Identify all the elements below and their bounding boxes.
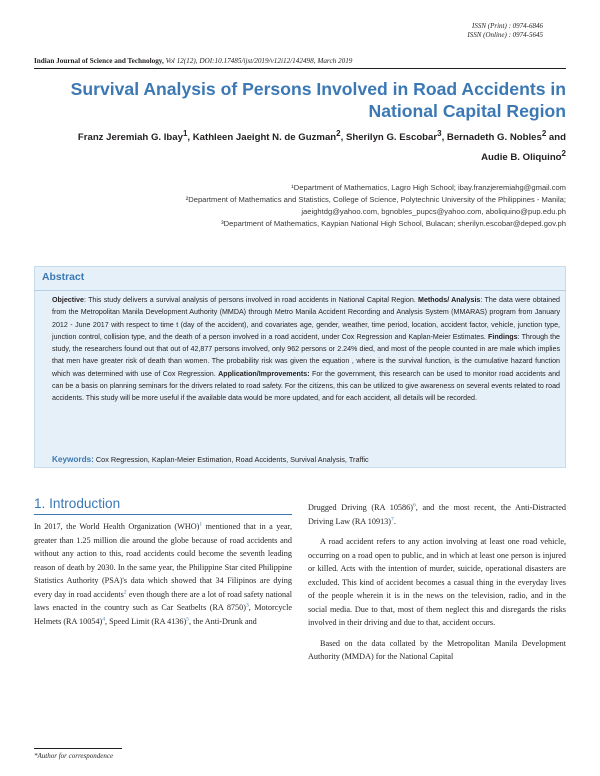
section-heading-rule bbox=[34, 514, 292, 515]
keywords-label: Keywords: bbox=[52, 455, 94, 464]
author-affiliation-mark: 1 bbox=[182, 129, 188, 138]
body-column-right bbox=[308, 501, 566, 664]
author-separator: and bbox=[546, 132, 566, 144]
author-name: Kathleen Jaeight N. de Guzman bbox=[192, 132, 337, 144]
body-paragraph bbox=[308, 501, 566, 528]
issn-print: ISSN (Print) : 0974-6846 bbox=[472, 22, 543, 30]
abstract-application-text: For the government, this research can be used to monitor road accidents and can be a basis on planning seminars for the drivers related to road safety. For the citizens, this can be utilized to give awareness on several events related to road accidents. This study will be more useful if the available data would be more updated, and for each accident, all details will be recorded. bbox=[52, 369, 560, 403]
affiliation-line: ¹Department of Mathematics, Lagro High School; ibay.franzjeremiahg@gmail.com bbox=[291, 183, 566, 192]
journal-citation bbox=[34, 57, 566, 66]
body-text: , and the most recent, the Anti-Distracted Driving Law (RA 10913) bbox=[308, 503, 566, 526]
abstract-label-methods: Methods/ Analysis bbox=[418, 296, 481, 304]
author-name: Sherilyn G. Escobar bbox=[345, 132, 438, 144]
author-affiliation-mark: 2 bbox=[541, 129, 547, 138]
paper-title: Survival Analysis of Persons Involved in Road Accidents in National Capital Region bbox=[70, 79, 566, 121]
citation-link[interactable]: 5 bbox=[186, 615, 190, 622]
abstract-label-objective: Objective bbox=[52, 296, 84, 304]
citation-link[interactable]: 4 bbox=[102, 615, 106, 622]
body-text: mentioned that in a year, greater than 1.25 million die around the globe because of road accidents and without any action to this, road accidents could become the seventh leading reason of death by 2030. In the same year, the Philippine Star cited Philippine Statistics Authority (PSA)'s data which showed that 34 Filipinos are dying every day in road accidents bbox=[34, 522, 293, 599]
keywords bbox=[52, 455, 560, 465]
abstract-label-application: Application/Improvements: bbox=[218, 369, 310, 378]
keywords-text: Cox Regression, Kaplan-Meier Estimation, Road Accidents, Survival Analysis, Traffic bbox=[93, 455, 369, 464]
author-list bbox=[60, 126, 566, 166]
body-text: Drugged Driving (RA 10586) bbox=[308, 503, 413, 512]
abstract-body bbox=[52, 294, 560, 405]
citation-link[interactable]: 6 bbox=[412, 502, 416, 509]
footnote-rule bbox=[34, 748, 122, 749]
body-text: even though there are a lot of road safety national laws enacted in the country such as Car Seatbelts (RA 8750) bbox=[34, 589, 293, 612]
journal-name: Indian Journal of Science and Technology, bbox=[34, 57, 164, 65]
abstract-divider bbox=[34, 290, 566, 291]
author-name: Audie B. Oliquino bbox=[481, 152, 562, 164]
author-name: Franz Jeremiah G. Ibay bbox=[77, 132, 183, 144]
abstract-objective-text: : This study delivers a survival analysis of persons involved in road accidents in National Capital Region. bbox=[83, 296, 419, 304]
affiliation-line: ³Department of Mathematics, Kaypian National High School, Bulacan; sherilyn.escobar@deped.gov.ph bbox=[221, 219, 566, 228]
citation-link[interactable]: 3 bbox=[245, 602, 249, 609]
affiliation-line: jaeightdg@yahoo.com, bgnobles_pupcs@yahoo.com, aboliquino@pup.edu.ph bbox=[301, 207, 566, 216]
body-paragraph bbox=[34, 520, 292, 628]
journal-volume-doi: Vol 12(12), DOI:10.17485/ijst/2019/v12i12/142498, March 2019 bbox=[165, 57, 353, 65]
body-text: , Motorcycle Helmets (RA 10054) bbox=[34, 603, 292, 626]
author-name: Bernadeth G. Nobles bbox=[446, 132, 542, 144]
abstract-heading: Abstract bbox=[42, 272, 85, 283]
citation-link[interactable]: 7 bbox=[391, 515, 394, 522]
body-paragraph: Based on the data collated by the Metropolitan Manila Development Authority (MMDA) for the National Capital bbox=[308, 638, 566, 661]
author-affiliation-mark: 3 bbox=[437, 129, 442, 138]
body-text: . bbox=[393, 516, 396, 526]
author-separator: , bbox=[340, 132, 346, 144]
author-separator: , bbox=[441, 132, 447, 144]
body-column-left bbox=[34, 520, 292, 628]
issn-online: ISSN (Online) : 0974-5645 bbox=[467, 31, 543, 39]
header-rule bbox=[34, 68, 566, 69]
footnote-correspondence: *Author for correspondence bbox=[34, 752, 114, 760]
body-text: In 2017, the World Health Organization (WHO) bbox=[34, 522, 200, 531]
author-affiliation-mark: 2 bbox=[336, 129, 341, 138]
abstract-methods-text: : The data were obtained from the Metropolitan Manila Development Authority (MMDA) through Metro Manila Accident Recording and Analysis System (MMARAS) program from January 2012 - June 2017 with respect to time t (day of the accident), and covariates age, gender, weather, time period, location, accident factor, vehicle, junction type, junction control, collision type, and the death of a person involved in a road accident, under Cox Regression and Kaplan-Meier Estimates. bbox=[52, 296, 560, 341]
author-separator: , bbox=[187, 132, 193, 144]
affiliation-line: ²Department of Mathematics and Statistics, College of Science, Polytechnic University of the Philippines - Manila; bbox=[185, 195, 566, 204]
author-affiliation-mark: 2 bbox=[561, 149, 566, 159]
body-text: , Speed Limit (RA 4136) bbox=[105, 616, 187, 626]
body-text: , the Anti-Drunk and bbox=[189, 616, 257, 626]
citation-link[interactable]: 2 bbox=[123, 588, 127, 595]
abstract-label-findings: Findings bbox=[488, 332, 518, 341]
section-heading-introduction: 1. Introduction bbox=[34, 496, 121, 511]
citation-link[interactable]: 1 bbox=[199, 521, 203, 528]
abstract-findings-text: : Through the study, the researchers found out that out of 42,877 persons involved, only 962 persons or 2.24% died, and most of the people counted in are male which implies that men have greater risk of death than women. The probability risk was given the equation , where is the survival function, is the cumulative hazard function which was determined with use of Cox Regression. bbox=[52, 332, 560, 378]
affiliations bbox=[34, 182, 566, 230]
body-paragraph: A road accident refers to any action involving at least one road vehicle, occurring on a road open to public, and in which at least one person is injured or killed. Acts with the intention of murder, suicide, operational disasters are excluded. This kind of accident becomes a casual thing in the everyday lives of the people wherein it is in the news on the television, radio, and in the social media. Due to that, most of them neglect this and disregards the risks involved in their driving and due to that, accident occurs. bbox=[308, 537, 566, 627]
